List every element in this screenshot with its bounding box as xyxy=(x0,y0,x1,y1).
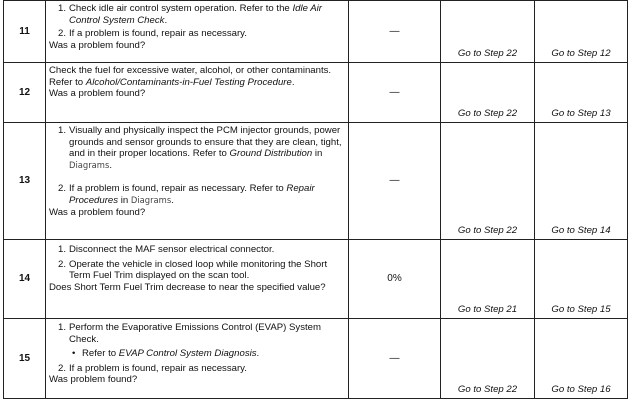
step-number: 15 xyxy=(4,319,46,399)
step-number: 14 xyxy=(4,240,46,319)
action-cell xyxy=(46,1,349,63)
list-item: 1. Check idle air control system operation. Refer to the Idle Air Control System Check. xyxy=(58,3,322,26)
value-cell: — xyxy=(349,123,441,240)
action-cell xyxy=(46,319,349,399)
yes-action: Go to Step 22 xyxy=(441,319,535,399)
action-cell xyxy=(46,123,349,240)
yes-action: Go to Step 22 xyxy=(441,63,535,123)
list-item: 1. Perform the Evaporative Emissions Control (EVAP) System Check. xyxy=(58,322,322,345)
list-item: 1. Disconnect the MAF sensor electrical connector. xyxy=(58,244,275,255)
question-text: Was a problem found? xyxy=(49,206,146,218)
list-item: 2. If a problem is found, repair as necessary. xyxy=(58,28,247,40)
no-action: Go to Step 13 xyxy=(535,63,628,123)
yes-action: Go to Step 22 xyxy=(441,123,535,240)
no-action: Go to Step 12 xyxy=(535,1,628,63)
value-cell: 0% xyxy=(349,240,441,319)
table-row-step-14 xyxy=(4,240,628,319)
no-action: Go to Step 16 xyxy=(535,319,628,399)
bullet-icon: • xyxy=(72,348,76,360)
table-row-step-12 xyxy=(4,63,628,123)
question-text: Was a problem found? xyxy=(49,88,146,100)
question-text: Does Short Term Fuel Trim decrease to near the specified value? xyxy=(49,281,326,293)
action-cell xyxy=(46,63,349,123)
table-row-step-13 xyxy=(4,123,628,240)
value-cell: — xyxy=(349,1,441,63)
question-text: Was a problem found? xyxy=(49,39,146,51)
sub-list-item: • Refer to EVAP Control System Diagnosis. xyxy=(72,348,260,360)
instruction-text: Check the fuel for excessive water, alcohol, or other contaminants. Refer to Alcohol/Contaminants-in-Fuel Testing Procedure. xyxy=(49,65,332,88)
list-item: 2. Operate the vehicle in closed loop while monitoring the Short Term Fuel Trim displayed on the scan tool. xyxy=(58,258,328,282)
list-item: 2. If a problem is found, repair as necessary. Refer to Repair Procedures in Diagrams. xyxy=(58,183,315,206)
no-action: Go to Step 15 xyxy=(535,240,628,319)
list-item: 1. Visually and physically inspect the PCM injector grounds, power grounds and sensor grounds to ensure that they are clean, tight, and in their proper locations. Refer to Ground Distribution in Diagrams. xyxy=(58,125,342,171)
value-cell: — xyxy=(349,63,441,123)
question-text: Was problem found? xyxy=(49,374,138,386)
step-number: 13 xyxy=(4,123,46,240)
list-item: 2. If a problem is found, repair as necessary. xyxy=(58,362,247,374)
step-number: 12 xyxy=(4,63,46,123)
step-number: 11 xyxy=(4,1,46,63)
yes-action: Go to Step 22 xyxy=(441,1,535,63)
no-action: Go to Step 14 xyxy=(535,123,628,240)
diagnostic-table xyxy=(3,0,628,399)
table-row-step-15 xyxy=(4,319,628,399)
value-cell: — xyxy=(349,319,441,399)
table-row-step-11 xyxy=(4,1,628,63)
yes-action: Go to Step 21 xyxy=(441,240,535,319)
action-cell xyxy=(46,240,349,319)
